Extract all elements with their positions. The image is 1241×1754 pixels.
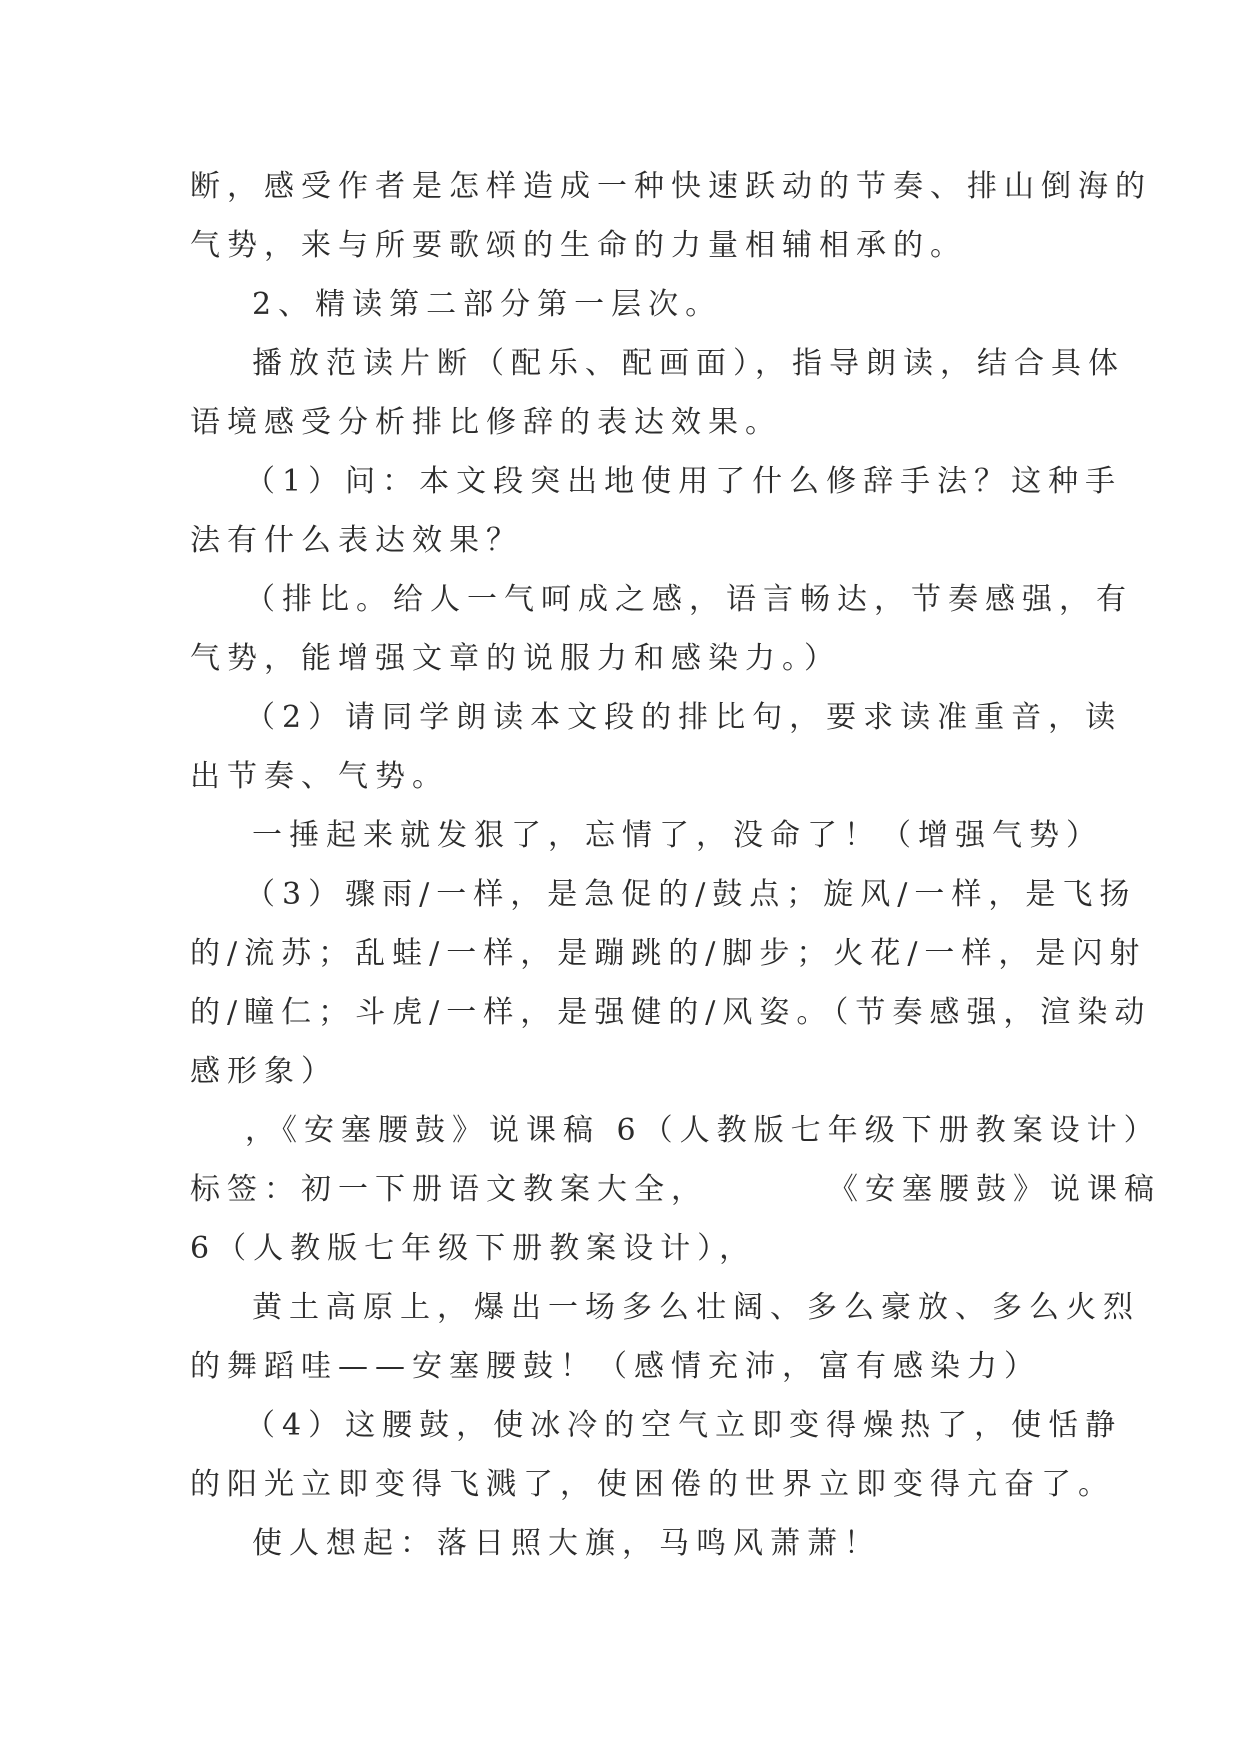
paragraph-line: 断，感受作者是怎样造成一种快速跃动的节奏、排山倒海的: [190, 169, 1152, 204]
quote-line: （3）骤雨/一样，是急促的/鼓点；旋风/一样，是飞扬: [245, 877, 1137, 912]
quote-line: 的/瞳仁；斗虎/一样，是强健的/风姿。（节奏感强，渲染动: [190, 995, 1152, 1030]
paragraph-line: 播放范读片断（配乐、配画面），指导朗读，结合具体: [252, 346, 1125, 381]
title-line: ，《安塞腰鼓》说课稿 6（人教版七年级下册教案设计）: [245, 1113, 1161, 1148]
quote-line: 的舞蹈哇——安塞腰鼓！（感情充沛，富有感染力）: [190, 1349, 1041, 1384]
tag-label: 标签：初一下册语文教案大全，: [190, 1172, 708, 1207]
question-line: 法有什么表达效果？: [190, 523, 523, 558]
tag-line: 6（人教版七年级下册教案设计），: [190, 1231, 757, 1266]
quote-line: （4）这腰鼓，使冰冷的空气立即变得燥热了，使恬静: [245, 1408, 1123, 1443]
question-line: 出节奏、气势。: [190, 759, 449, 794]
question-line: （2）请同学朗读本文段的排比句，要求读准重音，读: [245, 700, 1123, 735]
tag-title: 《安塞腰鼓》说课稿: [828, 1172, 1161, 1207]
quote-line: 的阳光立即变得飞溅了，使困倦的世界立即变得亢奋了。: [190, 1467, 1115, 1502]
quote-line: 一捶起来就发狠了，忘情了，没命了！（增强气势）: [252, 818, 1103, 853]
question-line: （1）问：本文段突出地使用了什么修辞手法？这种手: [245, 464, 1123, 499]
section-heading: 2、精读第二部分第一层次。: [252, 287, 723, 322]
quote-line: 黄土高原上，爆出一场多么壮阔、多么豪放、多么火烈: [252, 1290, 1140, 1325]
tag-line: [190, 1160, 1161, 1219]
quote-line: 的/流苏；乱蛙/一样，是蹦跳的/脚步；火花/一样，是闪射: [190, 936, 1147, 971]
paragraph-line: 语境感受分析排比修辞的表达效果。: [190, 405, 782, 440]
answer-line: （排比。给人一气呵成之感，语言畅达，节奏感强，有: [245, 582, 1133, 617]
quote-line: 使人想起：落日照大旗，马鸣风萧萧！: [252, 1526, 881, 1561]
paragraph-line: 气势，来与所要歌颂的生命的力量相辅相承的。: [190, 228, 967, 263]
quote-line: 感形象）: [190, 1054, 338, 1089]
answer-line: 气势，能增强文章的说服力和感染力。）: [190, 641, 841, 676]
document-body: [190, 157, 1161, 1573]
